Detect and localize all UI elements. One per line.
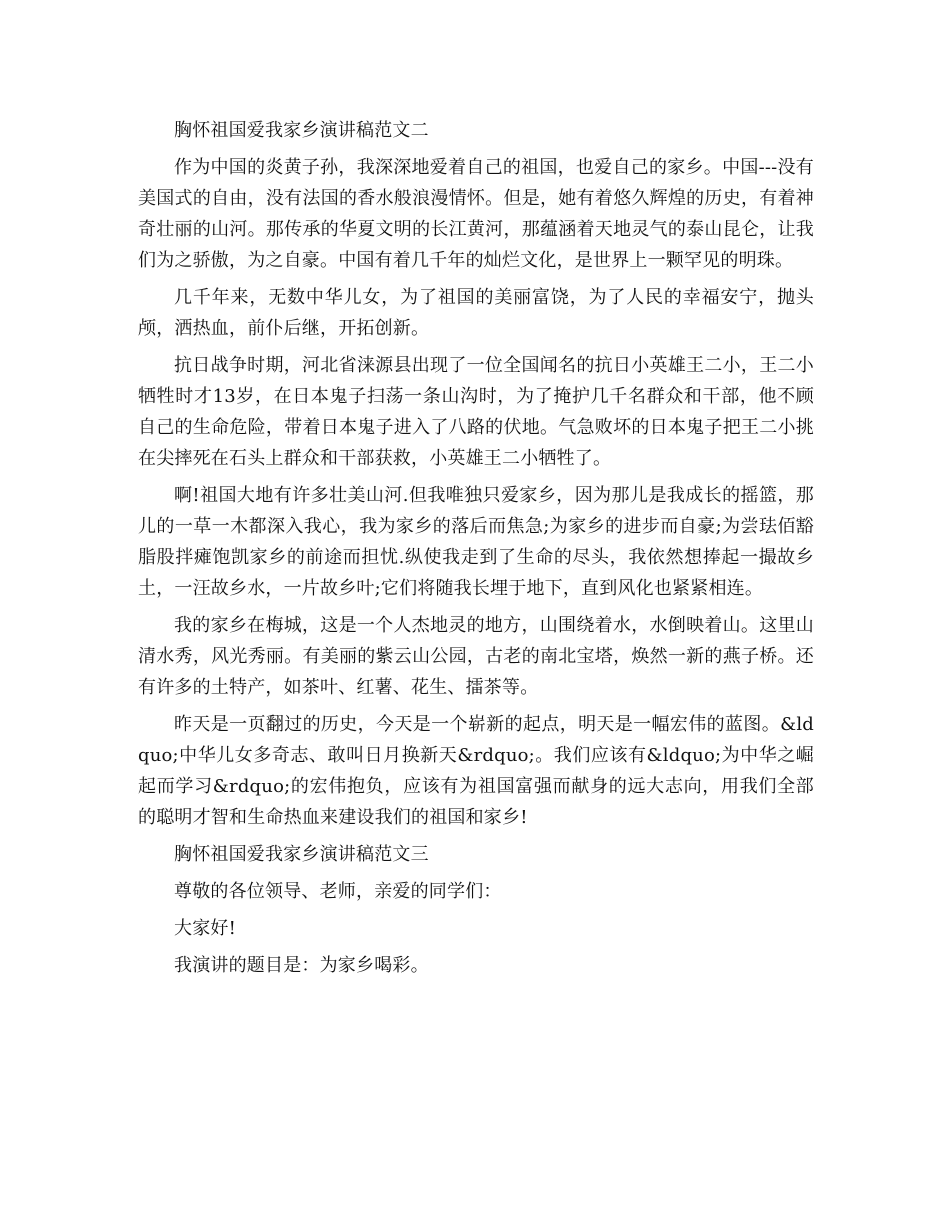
paragraph: 抗日战争时期，河北省涞源县出现了一位全国闻名的抗日小英雄王二小，王二小牺牲时才13岁，在日本鬼子扫荡一条山沟时，为了掩护几千名群众和干部，他不顾自己的生命危险，带着日本鬼子进入了八路的伏地。气急败坏的日本鬼子把王二小挑在尖摔死在石头上群众和干部获救，小英雄王二小牺牲了。 (138, 355, 814, 469)
document-body (138, 115, 814, 987)
greeting: 大家好! (174, 918, 237, 939)
paragraph: 几千年来，无数中华儿女，为了祖国的美丽富饶，为了人民的幸福安宁，抛头颅，洒热血，前仆后继，开拓创新。 (138, 287, 814, 339)
paragraph: 作为中国的炎黄子孙，我深深地爱着自己的祖国，也爱自己的家乡。中国---没有美国式的自由，没有法国的香水般浪漫情怀。但是，她有着悠久辉煌的历史，有着神奇壮丽的山河。那传承的华夏文明的长江黄河，那蕴涵着天地灵气的泰山昆仑，让我们为之骄傲，为之自豪。中国有着几千年的灿烂文化，是世界上一颗罕见的明珠。 (138, 157, 814, 271)
paragraph: 我的家乡在梅城，这是一个人杰地灵的地方，山围绕着水，水倒映着山。这里山清水秀，风光秀丽。有美丽的紫云山公园，古老的南北宝塔，焕然一新的燕子桥。还有许多的土特产，如茶叶、红薯、花生、擂茶等。 (138, 615, 814, 698)
salutation: 尊敬的各位领导、老师，亲爱的同学们： (174, 881, 502, 902)
paragraph: 昨天是一页翻过的历史，今天是一个崭新的起点，明天是一幅宏伟的蓝图。&ldquo;中华儿女多奇志、敢叫日月换新天&rdquo;。我们应该有&ldquo;为中华之崛起而学习&rdquo;的宏伟抱负，应该有为祖国富强而献身的远大志向，用我们全部的聪明才智和生命热血来建设我们的祖国和家乡! (138, 714, 814, 828)
section-heading: 胸怀祖国爱我家乡演讲稿范文二 (174, 120, 429, 141)
paragraph: 啊!祖国大地有许多壮美山河.但我唯独只爱家乡，因为那儿是我成长的摇篮，那儿的一草一木都深入我心，我为家乡的落后而焦急;为家乡的进步而自豪;为尝珐佰豁脂股拌瘫饱凯家乡的前途而担忧.纵使我走到了生命的尽头，我依然想捧起一撮故乡土，一汪故乡水，一片故乡叶;它们将随我长埋于地下，直到风化也紧紧相连。 (138, 485, 814, 599)
speech-topic: 我演讲的题目是：为家乡喝彩。 (174, 955, 429, 976)
section-heading: 胸怀祖国爱我家乡演讲稿范文三 (174, 844, 429, 865)
